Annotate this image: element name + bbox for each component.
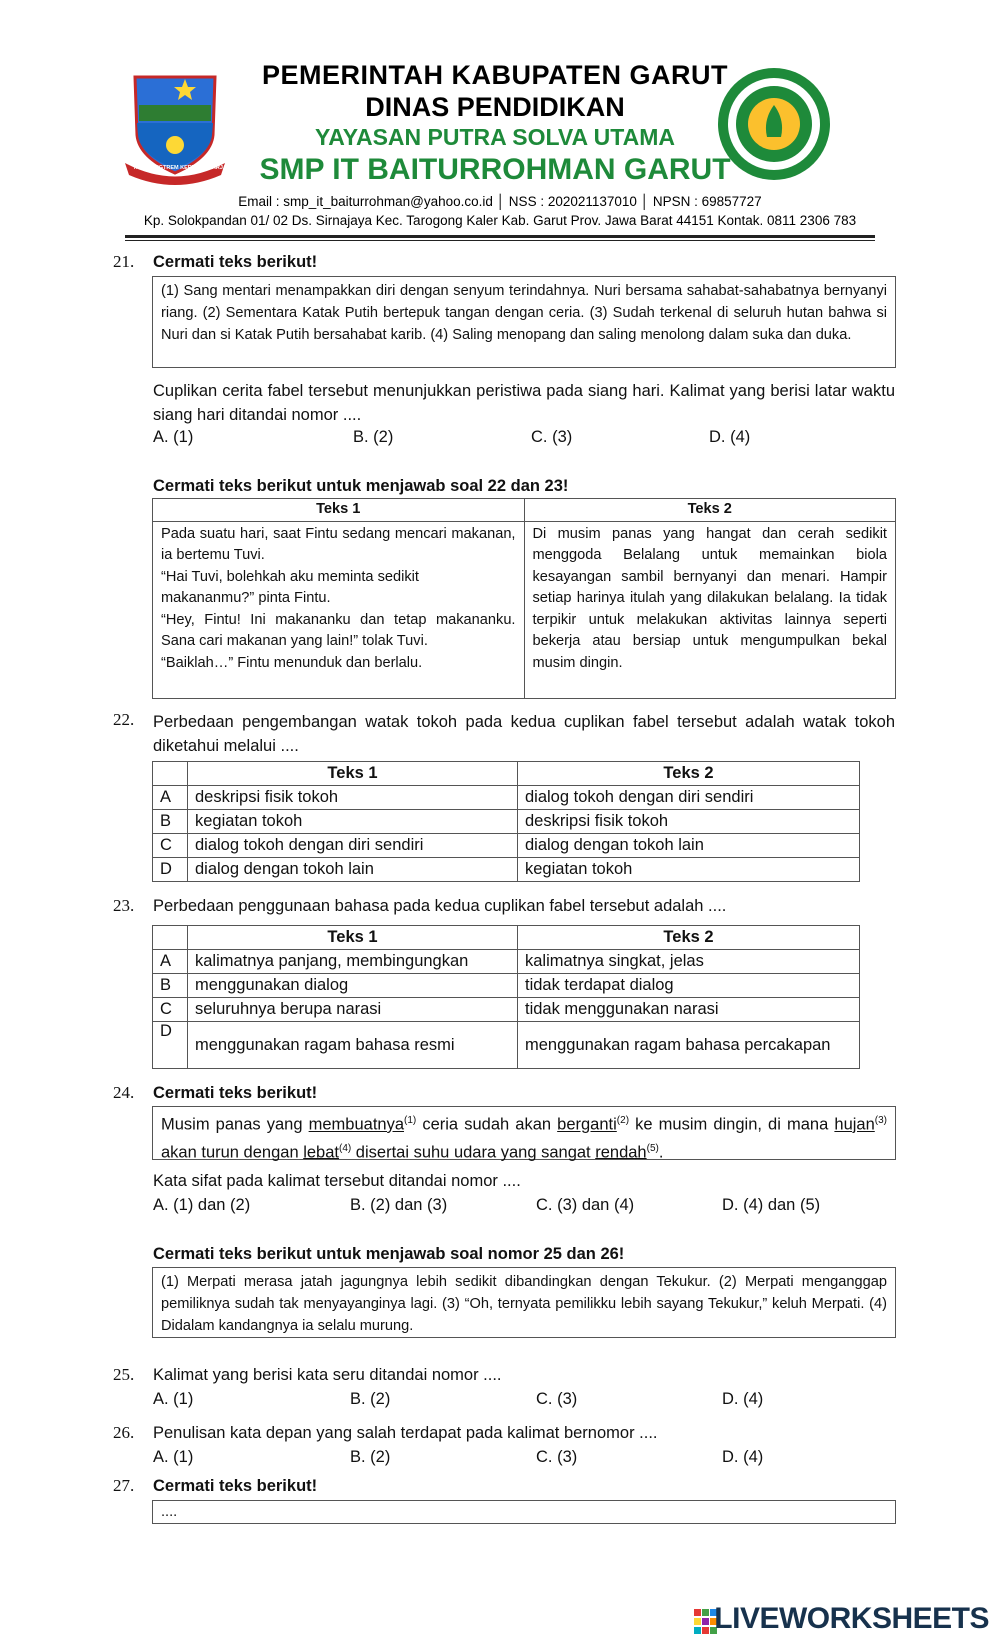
teks1-line: “Baiklah…” Fintu menunduk dan berlalu. [161, 654, 423, 671]
intro-25-26-passage: (1) Merpati merasa jatah jagungnya lebih sedikit dibandingkan dengan Tekukur. (2) Merpati menganggap pemiliknya sudah tak menyayanginya lagi. (3) “Oh, ternyata pemilikku lebih sayang Tekukur,” keluh Merpati. (4) Didalam kandangnya ia selalu murung. [152, 1267, 896, 1338]
q24-word-4: lebat [303, 1143, 339, 1161]
q22-row-teks1: deskripsi fisik tokoh [188, 786, 518, 810]
teks1-passage [153, 521, 525, 698]
q23-row-letter: A [153, 950, 188, 974]
q22-question: Perbedaan pengembangan watak tokoh pada kedua cuplikan fabel tersebut adalah watak tokoh diketahui melalui .... [153, 713, 895, 755]
q22-option-row-b[interactable] [153, 810, 860, 834]
header-government: PEMERINTAH KABUPATEN GARUT [262, 60, 728, 90]
q24-option-a[interactable]: A. (1) dan (2) [153, 1196, 251, 1214]
q24-title: Cermati teks berikut! [153, 1084, 318, 1102]
q23-row-teks2: menggunakan ragam bahasa percakapan [518, 1022, 860, 1069]
header-school-name: SMP IT BAITURROHMAN GARUT [259, 153, 731, 186]
q24-text: ke musim dingin, di mana [629, 1115, 835, 1134]
q26-option-d[interactable]: D. (4) [722, 1448, 764, 1466]
q24-marker-3: (3) [874, 1115, 887, 1126]
q22-row-letter: B [153, 810, 188, 834]
q23-row-teks1: kalimatnya panjang, membingungkan [188, 950, 518, 974]
q23-row-letter: B [153, 974, 188, 998]
header-foundation: YAYASAN PUTRA SOLVA UTAMA [315, 124, 675, 150]
q27-number: 27. [113, 1476, 135, 1495]
header-rule-thin [125, 240, 875, 241]
q23-option-row-b[interactable] [153, 974, 860, 998]
q24-text: . [658, 1143, 664, 1161]
q22-row-teks2: dialog tokoh dengan diri sendiri [518, 786, 860, 810]
q25-question: Kalimat yang berisi kata seru ditandai nomor .... [153, 1366, 502, 1384]
q21-option-b[interactable]: B. (2) [353, 428, 394, 446]
q24-marker-1: (1) [404, 1115, 417, 1126]
q21-option-d[interactable]: D. (4) [709, 428, 751, 446]
regency-logo [125, 65, 225, 185]
q24-marker-5: (5) [646, 1142, 659, 1154]
teks2-passage: Di musim panas yang hangat dan cerah sedikit menggoda Belalang untuk memainkan biola kesayangan sambil bernyanyi dan menari. Hampir setiap harinya itulah yang dilakukan belalang. Ia tidak terpikir untuk melakukan aktivitas lainnya seperti bekerja atau bersiap untuk mengumpulkan bekal musim dingin. [524, 521, 896, 698]
q25-option-a[interactable]: A. (1) [153, 1390, 194, 1408]
teks1-line: Pada suatu hari, saat Fintu sedang mencari makanan, ia bertemu Tuvi. [161, 525, 516, 563]
q23-row-teks1: menggunakan ragam bahasa resmi [188, 1022, 518, 1069]
q26-number: 26. [113, 1423, 135, 1442]
q23-row-teks2: kalimatnya singkat, jelas [518, 950, 860, 974]
header-rule-thick [125, 235, 875, 238]
q24-word-5: rendah [595, 1143, 647, 1161]
q22-teks1-heading: Teks 1 [188, 762, 518, 786]
header-contact: Email : smp_it_baiturrohman@yahoo.co.id │ NSS : 202021137010 │ NPSN : 69857727 [238, 194, 762, 209]
q27-passage: .... [152, 1500, 896, 1524]
q22-option-row-c[interactable] [153, 834, 860, 858]
q21-passage: (1) Sang mentari menampakkan diri dengan senyum terindahnya. Nuri bersama sahabat-sahabatnya bernyanyi riang. (2) Sementara Katak Putih bertepuk tangan dengan ceria. (3) Sudah terkenal di seluruh hutan bahwa si Nuri dan si Katak Putih bersahabat karib. (4) Saling menopang dan saling menolong dalam suka dan duka. [152, 276, 896, 368]
q26-option-a[interactable]: A. (1) [153, 1448, 194, 1466]
q21-title: Cermati teks berikut! [153, 253, 318, 271]
q23-teks1-heading: Teks 1 [188, 926, 518, 950]
q24-option-d[interactable]: D. (4) dan (5) [722, 1196, 821, 1214]
q24-text: disertai suhu udara yang sangat [351, 1143, 596, 1161]
q26-option-b[interactable]: B. (2) [350, 1448, 391, 1466]
q22-row-teks2: kegiatan tokoh [518, 858, 860, 882]
q24-text: Musim panas yang [161, 1115, 309, 1134]
q23-options-table [152, 925, 860, 1069]
q23-option-row-d[interactable] [153, 1022, 860, 1069]
q22-row-teks1: dialog dengan tokoh lain [188, 858, 518, 882]
q26-option-c[interactable]: C. (3) [536, 1448, 578, 1466]
teks1-line: “Hai Tuvi, bolehkah aku meminta sedikit makananmu?” pinta Fintu. [161, 568, 419, 606]
intro-25-26-title: Cermati teks berikut untuk menjawab soal nomor 25 dan 26! [153, 1245, 625, 1263]
q22-option-row-d[interactable] [153, 858, 860, 882]
teks1-heading: Teks 1 [153, 499, 525, 522]
q21-question: Cuplikan cerita fabel tersebut menunjukkan peristiwa pada siang hari. Kalimat yang berisi latar waktu siang hari ditandai nomor .... [153, 382, 895, 424]
q22-row-letter: A [153, 786, 188, 810]
q24-marker-2: (2) [616, 1115, 630, 1126]
teks1-line: “Hey, Fintu! Ini makananku dan tetap makananku. Sana cari makanan yang lain!” tolak Tuvi. [161, 611, 516, 649]
q23-row-teks2: tidak menggunakan narasi [518, 998, 860, 1022]
q24-question: Kata sifat pada kalimat tersebut ditandai nomor .... [153, 1172, 521, 1190]
q22-row-teks1: dialog tokoh dengan diri sendiri [188, 834, 518, 858]
q25-option-d[interactable]: D. (4) [722, 1390, 764, 1408]
liveworksheets-brand: LIVEWORKSHEETS [714, 1602, 989, 1635]
q25-number: 25. [113, 1365, 135, 1384]
q24-option-b[interactable]: B. (2) dan (3) [350, 1196, 448, 1214]
q25-option-c[interactable]: C. (3) [536, 1390, 578, 1408]
q21-option-a[interactable]: A. (1) [153, 428, 194, 446]
q24-passage [152, 1106, 896, 1160]
q21-number: 21. [113, 252, 135, 271]
q24-word-1: membuatnya [308, 1115, 405, 1134]
q23-question: Perbedaan penggunaan bahasa pada kedua cuplikan fabel tersebut adalah .... [153, 897, 727, 915]
q22-row-teks2: deskripsi fisik tokoh [518, 810, 860, 834]
q22-row-letter: D [153, 858, 188, 882]
q23-letter-heading [153, 926, 188, 950]
header-department: DINAS PENDIDIKAN [365, 92, 625, 122]
q23-row-letter: D [153, 1022, 188, 1069]
q23-row-teks2: tidak terdapat dialog [518, 974, 860, 998]
q24-text: ceria sudah akan [416, 1115, 558, 1134]
q24-number: 24. [113, 1083, 135, 1102]
q24-marker-4: (4) [338, 1142, 352, 1154]
q25-option-b[interactable]: B. (2) [350, 1390, 391, 1408]
q22-row-teks2: dialog dengan tokoh lain [518, 834, 860, 858]
q22-letter-heading [153, 762, 188, 786]
q22-row-letter: C [153, 834, 188, 858]
teks-comparison-table [152, 498, 896, 699]
q23-row-teks1: menggunakan dialog [188, 974, 518, 998]
q23-option-row-a[interactable] [153, 950, 860, 974]
q24-word-2: berganti [557, 1115, 617, 1134]
header-address: Kp. Solokpandan 01/ 02 Ds. Sirnajaya Kec. Tarogong Kaler Kab. Garut Prov. Jawa Barat 44151 Kontak. 0811 2306 783 [143, 213, 857, 228]
intro-22-23-title: Cermati teks berikut untuk menjawab soal 22 dan 23! [153, 477, 569, 495]
q22-number: 22. [113, 710, 135, 729]
q27-title: Cermati teks berikut! [153, 1477, 318, 1495]
q23-teks2-heading: Teks 2 [518, 926, 860, 950]
q24-option-c[interactable]: C. (3) dan (4) [536, 1196, 635, 1214]
q22-option-row-a[interactable] [153, 786, 860, 810]
q24-word-3: hujan [834, 1115, 875, 1134]
q23-number: 23. [113, 896, 135, 915]
teks2-heading: Teks 2 [524, 499, 896, 522]
q23-option-row-c[interactable] [153, 998, 860, 1022]
q23-row-teks1: seluruhnya berupa narasi [188, 998, 518, 1022]
q24-text: akan turun dengan [161, 1143, 304, 1161]
regency-logo-ribbon: TATA TENGTREM KERTA RAHARJA [133, 165, 227, 171]
q21-option-c[interactable]: C. (3) [531, 428, 573, 446]
q22-teks2-heading: Teks 2 [518, 762, 860, 786]
q22-options-table [152, 761, 860, 882]
q26-question: Penulisan kata depan yang salah terdapat pada kalimat bernomor .... [153, 1424, 658, 1442]
q22-row-teks1: kegiatan tokoh [188, 810, 518, 834]
q23-row-letter: C [153, 998, 188, 1022]
